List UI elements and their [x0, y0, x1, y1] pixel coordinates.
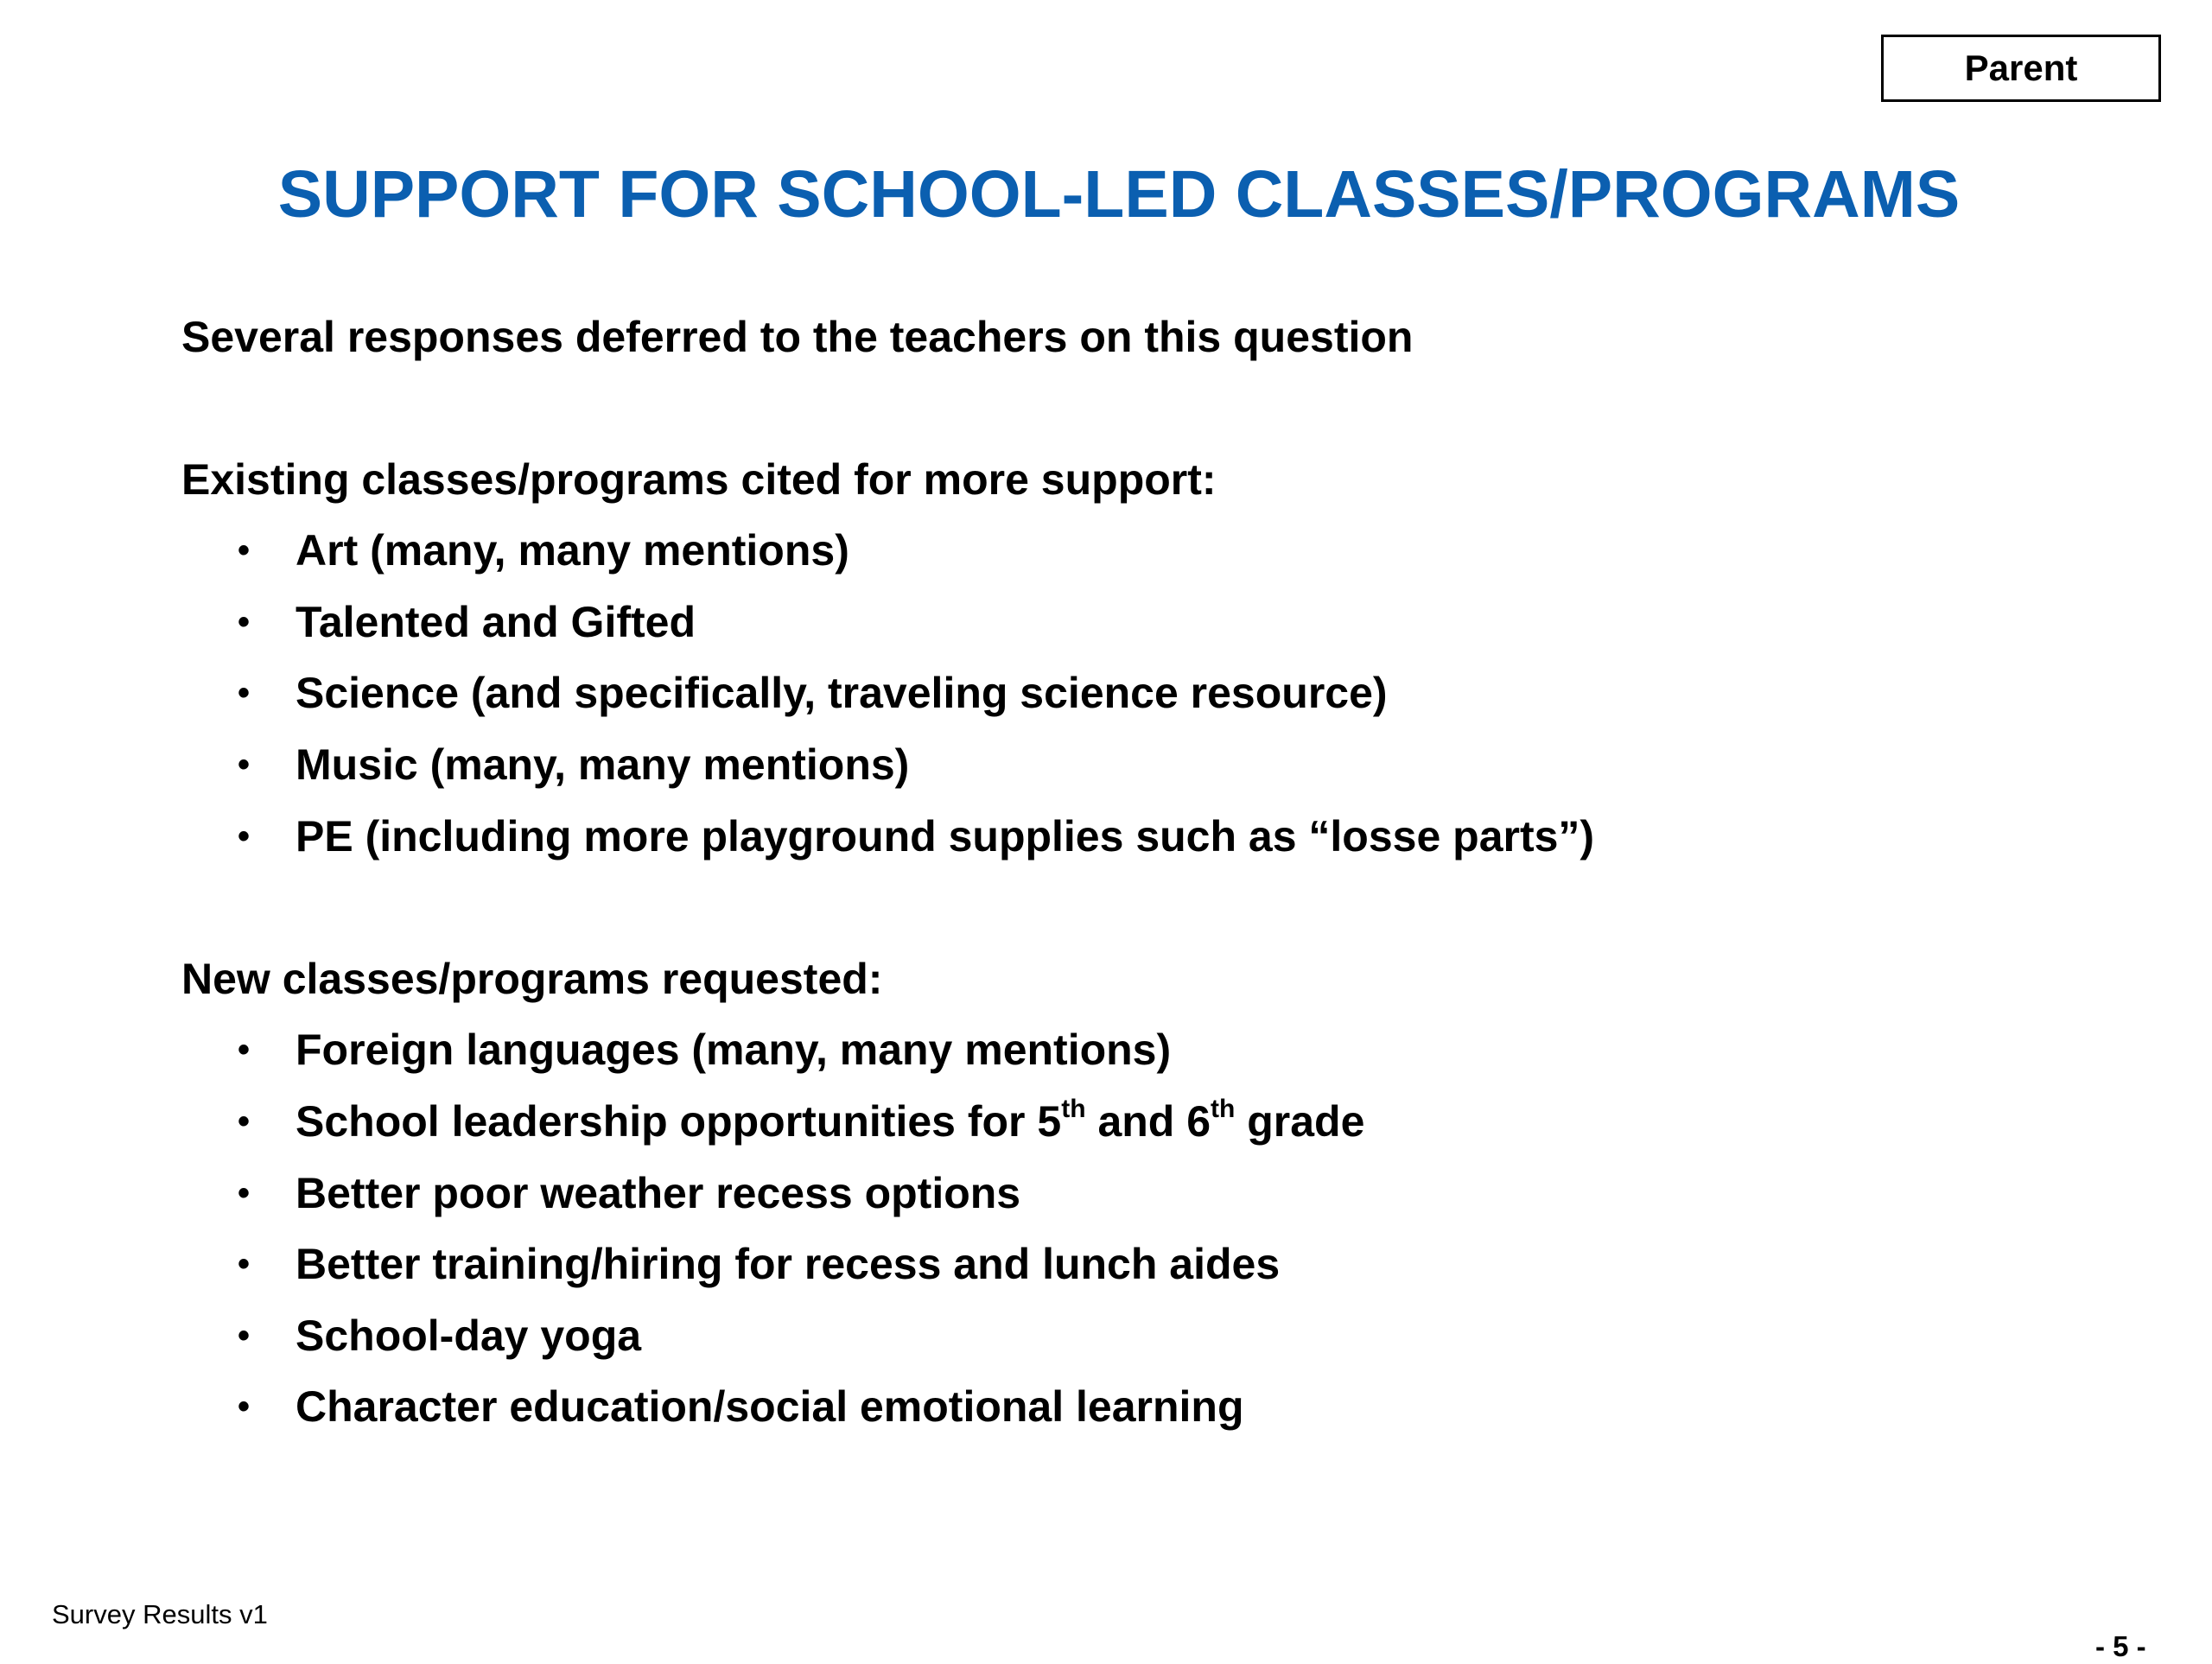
bullet-icon: •	[238, 1102, 251, 1140]
list-item-text: Music (many, many mentions)	[296, 740, 910, 789]
page-number: - 5 -	[2095, 1630, 2146, 1662]
intro-text: Several responses deferred to the teachers on this question	[181, 313, 1414, 361]
bullet-icon: •	[238, 1174, 251, 1212]
list-item-text: Foreign languages (many, many mentions)	[296, 1026, 1172, 1074]
list-item-text: Better poor weather recess options	[296, 1169, 1021, 1217]
bullet-icon: •	[238, 817, 251, 855]
list-item-text: Science (and specifically, traveling science resource)	[296, 669, 1388, 717]
document-label: Survey Results v1	[52, 1599, 268, 1629]
existing-heading: Existing classes/programs cited for more support:	[181, 455, 1217, 504]
list-item-text: Talented and Gifted	[296, 598, 696, 646]
page-title: SUPPORT FOR SCHOOL-LED CLASSES/PROGRAMS	[277, 157, 1961, 232]
new-heading: New classes/programs requested:	[181, 955, 883, 1003]
bullet-icon: •	[238, 1031, 251, 1069]
list-item-text: Better training/hiring for recess and lunch aides	[296, 1240, 1281, 1288]
list-item-text: Art (many, many mentions)	[296, 526, 849, 575]
list-item-text: School leadership opportunities for 5th and 6th grade	[296, 1095, 1365, 1146]
bullet-icon: •	[238, 746, 251, 784]
bullet-icon: •	[238, 1317, 251, 1355]
bullet-icon: •	[238, 674, 251, 712]
list-item-text: PE (including more playground supplies such as “losse parts”)	[296, 812, 1595, 861]
bullet-icon: •	[238, 1388, 251, 1426]
bullet-icon: •	[238, 603, 251, 641]
list-item-text: School-day yoga	[296, 1312, 642, 1360]
bullet-icon: •	[238, 1245, 251, 1283]
bullet-icon: •	[238, 531, 251, 569]
audience-tag: Parent	[1881, 35, 2161, 102]
list-item-text: Character education/social emotional learning	[296, 1382, 1244, 1431]
